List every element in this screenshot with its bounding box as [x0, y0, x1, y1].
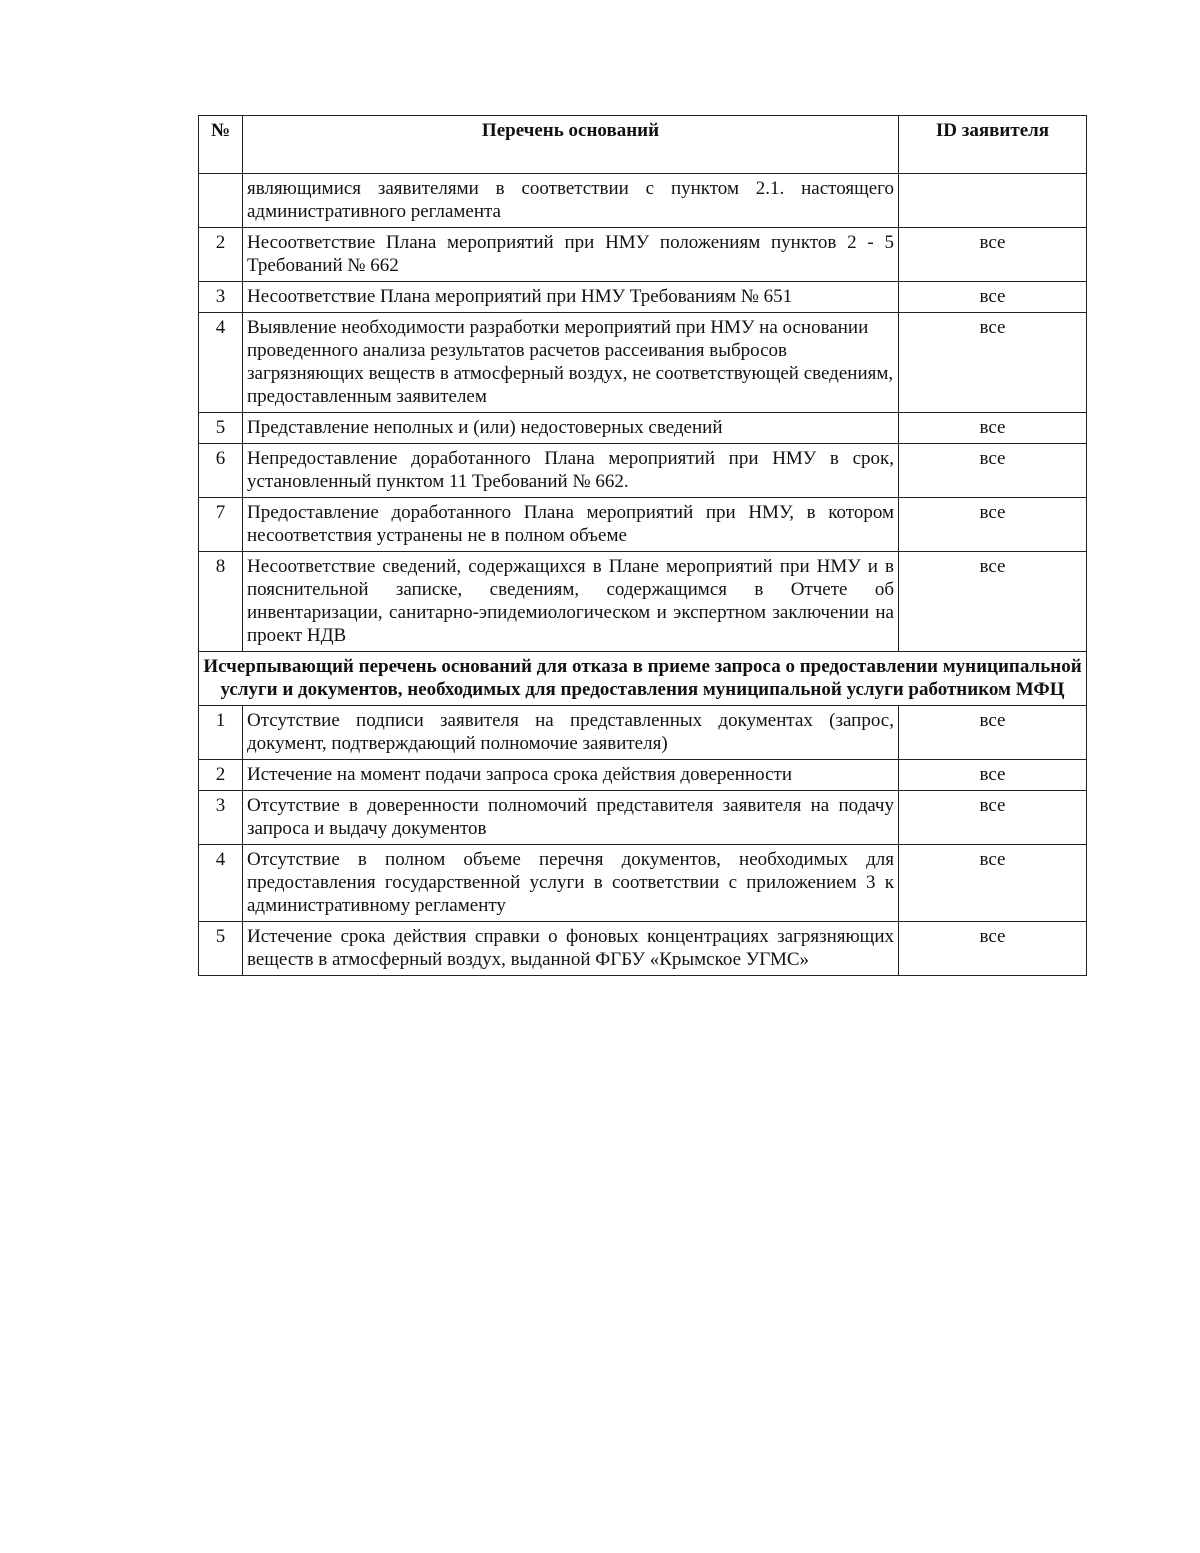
row-text: являющимися заявителями в соответствии с пунктом 2.1. настоящего административного регламента [243, 174, 899, 228]
row-text: Непредоставление доработанного Плана мероприятий при НМУ в срок, установленный пунктом 11 Требований № 662. [243, 444, 899, 498]
row-text: Истечение на момент подачи запроса срока действия доверенности [243, 760, 899, 791]
row-text: Отсутствие подписи заявителя на представленных документах (запрос, документ, подтверждающий полномочие заявителя) [243, 706, 899, 760]
row-num: 8 [199, 552, 243, 652]
row-num: 5 [199, 922, 243, 976]
header-num: № [199, 116, 243, 174]
table-row [199, 760, 1087, 791]
row-num: 3 [199, 791, 243, 845]
table-row [199, 498, 1087, 552]
row-num: 2 [199, 760, 243, 791]
table-header-row [199, 116, 1087, 174]
row-applicant-id: все [899, 498, 1087, 552]
header-applicant-id: ID заявителя [899, 116, 1087, 174]
row-num: 4 [199, 313, 243, 413]
table-row [199, 313, 1087, 413]
row-num: 2 [199, 228, 243, 282]
row-num: 6 [199, 444, 243, 498]
row-applicant-id: все [899, 760, 1087, 791]
table-row [199, 228, 1087, 282]
row-applicant-id: все [899, 791, 1087, 845]
row-text: Несоответствие Плана мероприятий при НМУ положениям пунктов 2 - 5 Требований № 662 [243, 228, 899, 282]
row-applicant-id: все [899, 922, 1087, 976]
row-applicant-id [899, 174, 1087, 228]
row-applicant-id: все [899, 228, 1087, 282]
row-text: Истечение срока действия справки о фоновых концентрациях загрязняющих веществ в атмосферный воздух, выданной ФГБУ «Крымское УГМС» [243, 922, 899, 976]
row-num: 3 [199, 282, 243, 313]
row-text: Предоставление доработанного Плана мероприятий при НМУ, в котором несоответствия устранены не в полном объеме [243, 498, 899, 552]
row-text: Отсутствие в полном объеме перечня документов, необходимых для предоставления государственной услуги в соответствии с приложением 3 к административному регламенту [243, 845, 899, 922]
grounds-table [198, 115, 1087, 976]
row-num [199, 174, 243, 228]
row-applicant-id: все [899, 413, 1087, 444]
table-row [199, 552, 1087, 652]
table-row [199, 845, 1087, 922]
row-applicant-id: все [899, 313, 1087, 413]
row-text: Представление неполных и (или) недостоверных сведений [243, 413, 899, 444]
row-text: Несоответствие сведений, содержащихся в Плане мероприятий при НМУ и в пояснительной записке, сведениям, содержащимся в Отчете об инвентаризации, санитарно-эпидемиологическом и экспертном заключении на проект НДВ [243, 552, 899, 652]
row-applicant-id: все [899, 282, 1087, 313]
row-num: 1 [199, 706, 243, 760]
row-text: Выявление необходимости разработки мероприятий при НМУ на основании проведенного анализа результатов расчетов рассеивания выбросов загрязняющих веществ в атмосферный воздух, не соответствующей сведениям, предоставленным заявителем [243, 313, 899, 413]
row-applicant-id: все [899, 706, 1087, 760]
row-applicant-id: все [899, 444, 1087, 498]
table-row [199, 706, 1087, 760]
section-title: Исчерпывающий перечень оснований для отказа в приеме запроса о предоставлении муниципальной услуги и документов, необходимых для предоставления муниципальной услуги работником МФЦ [199, 652, 1087, 706]
row-num: 4 [199, 845, 243, 922]
row-num: 5 [199, 413, 243, 444]
table-row [199, 413, 1087, 444]
row-text: Несоответствие Плана мероприятий при НМУ Требованиям № 651 [243, 282, 899, 313]
row-text: Отсутствие в доверенности полномочий представителя заявителя на подачу запроса и выдачу документов [243, 791, 899, 845]
table-row [199, 282, 1087, 313]
row-applicant-id: все [899, 845, 1087, 922]
section-heading-row [199, 652, 1087, 706]
table-row [199, 791, 1087, 845]
table-row [199, 444, 1087, 498]
row-num: 7 [199, 498, 243, 552]
table-row [199, 174, 1087, 228]
table-row [199, 922, 1087, 976]
header-grounds: Перечень оснований [243, 116, 899, 174]
row-applicant-id: все [899, 552, 1087, 652]
